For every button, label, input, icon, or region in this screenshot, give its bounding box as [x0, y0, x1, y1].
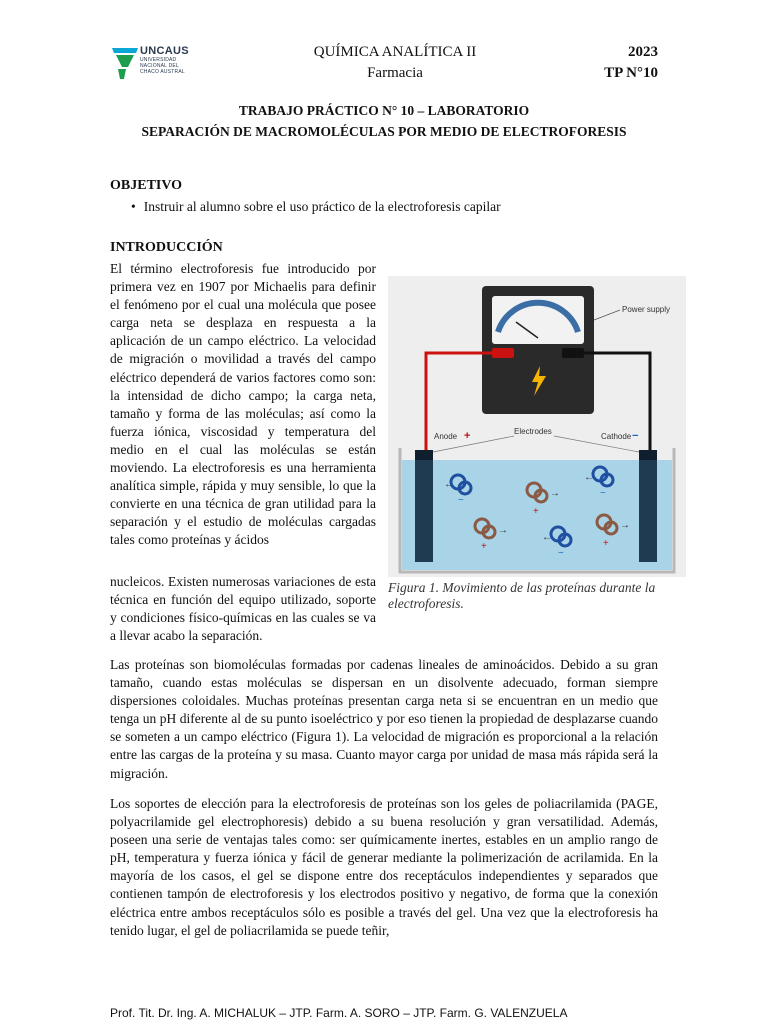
logo-line-3: CHACO AUSTRAL: [140, 69, 185, 75]
logo-line-1: UNIVERSIDAD: [140, 57, 177, 63]
electrophoresis-figure: [388, 276, 686, 577]
svg-text:←: ←: [542, 532, 552, 543]
power-supply-label: Power supply: [622, 305, 671, 314]
objective-bullet: [131, 199, 501, 215]
svg-text:−: −: [558, 548, 564, 559]
logo-line-2: NACIONAL DEL: [140, 63, 179, 69]
paragraph-supports: Los soportes de elección para la electroforesis de proteínas son los geles de poliacrilamida (PAGE, polyacrilamide gel electrophoresis) debido a su buena resolución y gran versatilidad. Además, poseen una serie de ventajas tales como: ser químicamente inertes, estables en un amplio rango de pH, temperatura y fuerza iónica y fácil de generar mediante la polimerización de acrilamida. En la mayoría de los casos, el gel se dispone entre dos receptáculos independientes y separados que contienen tampón de electroforesis y los electrodos positivo y negativo, de forma que la conexión eléctrica entre ambos receptáculos sólo es posible a través del gel. Una vez que la electroforesis ha tenido lugar, el gel de poliacrilamida se puede teñir,: [110, 796, 658, 938]
logo-text: [140, 45, 189, 75]
heading-introduccion: INTRODUCCIÓN: [110, 240, 223, 255]
anode-cap: [415, 450, 433, 460]
red-terminal: [492, 348, 514, 358]
logo-name: UNCAUS: [140, 45, 189, 57]
svg-text:→: →: [498, 525, 508, 536]
bullet-icon: •: [131, 199, 136, 214]
page-footer: Prof. Tit. Dr. Ing. A. MICHALUK – JTP. Farm. A. SORO – JTP. Farm. G. VALENZUELA: [110, 1006, 568, 1020]
anode-label: Anode: [434, 432, 458, 441]
svg-text:+: +: [533, 506, 539, 517]
career-name: Farmacia: [367, 65, 423, 81]
cathode-minus: −: [632, 430, 639, 442]
svg-text:→: →: [550, 488, 560, 499]
svg-text:−: −: [600, 488, 606, 499]
black-terminal: [562, 348, 584, 358]
objective-text: Instruir al alumno sobre el uso práctico de la electroforesis capilar: [143, 199, 501, 214]
heading-objetivo: OBJETIVO: [110, 178, 183, 193]
figure-caption: Figura 1. Movimiento de las proteínas durante la electroforesis.: [388, 580, 656, 611]
cathode-electrode: [639, 450, 657, 562]
year: 2023: [628, 44, 658, 60]
cathode-cap: [639, 450, 657, 460]
svg-text:+: +: [481, 541, 487, 552]
intro-paragraph-continued: nucleicos. Existen numerosas variaciones de esta técnica en función del equipo utilizado, soporte y condiciones físico-químicas en las cuales se va a llevar acabo la separación.: [110, 574, 376, 644]
course-name: QUÍMICA ANALÍTICA II: [313, 44, 477, 60]
electrodes-label: Electrodes: [514, 427, 552, 436]
svg-text:←: ←: [584, 472, 594, 483]
document-title: TRABAJO PRÁCTICO N° 10 – LABORATORIO: [238, 103, 530, 118]
cathode-label: Cathode: [601, 432, 632, 441]
svg-text:→: →: [620, 520, 630, 531]
anode-plus: +: [464, 430, 471, 442]
intro-paragraph: El término electroforesis fue introducido por primera vez en 1907 por Michaelis para definir el fenómeno por el cual una molécula que posee carga neta se desplaza en respuesta a la aplicación de un campo eléctrico. La velocidad de migración o movilidad a través del campo eléctrico dependerá de varios factores como son: la intensidad de dicho campo; la carga neta, tamaño y forma de las moléculas; así como la fuerza iónica, viscosidad y temperatura del medio en el cual las moléculas se están moviendo. La electroforesis es una herramienta analítica simple, rápida y muy sensible, lo que la convierte en una técnica de gran utilidad para la separación y el estudio de moléculas cargadas tales como proteínas y ácidos: [110, 261, 376, 548]
paragraph-proteins: Las proteínas son biomoléculas formadas por cadenas lineales de aminoácidos. Debido a su gran tamaño, cuando estas moléculas se dispersan en un disolvente adecuado, forman siempre dispersiones coloidales. Muchas proteínas presentan carga neta si se encuentran en un medio que tenga un pH diferente al de su punto isoeléctrico y por eso tienen la propiedad de desplazarse cuando se someten a un campo eléctrico (Figura 1). La velocidad de migración es proporcional a la relación entre las cargas de la proteína y su masa. Cuanto mayor carga por unidad de masa más rápida será la migración.: [110, 657, 658, 781]
svg-text:+: +: [603, 538, 609, 549]
svg-text:−: −: [458, 495, 464, 506]
tp-number: TP N°10: [604, 65, 658, 81]
document-subtitle: SEPARACIÓN DE MACROMOLÉCULAS POR MEDIO DE ELECTROFORESIS: [141, 124, 627, 139]
anode-electrode: [415, 450, 433, 562]
svg-text:←: ←: [444, 479, 454, 490]
